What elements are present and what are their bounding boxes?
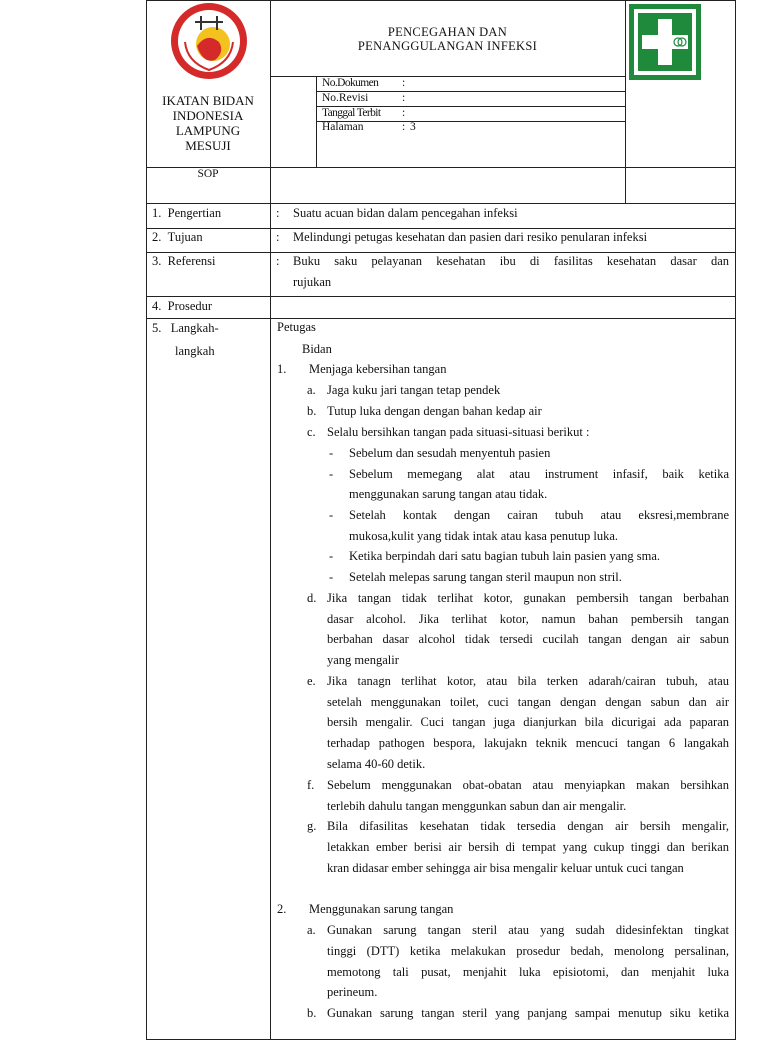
row-divider xyxy=(146,228,736,229)
step-title: Menjaga kebersihan tangan xyxy=(309,362,447,376)
row-label: Pengertian xyxy=(167,206,222,220)
row-sep: : xyxy=(276,230,280,244)
health-cross-logo xyxy=(628,3,702,81)
sop-label: SOP xyxy=(197,168,219,180)
item-text: Gunakan sarung tangan steril atau yang sudah didesinfektan tingkat xyxy=(327,923,729,937)
row-value: Buku saku pelayanan kesehatan ibu di fasilitas kesehatan dasar dan xyxy=(293,254,729,268)
row-num: 2. xyxy=(152,230,162,244)
item-text: kran didasar ember sehingga air bisa mengalir keluar untuk cuci tangan xyxy=(327,861,684,875)
meta-row-revisi xyxy=(322,92,622,106)
meta-row-tanggal xyxy=(322,107,622,121)
meta-label: No.Revisi xyxy=(322,92,369,104)
item-text: terlebih dahulu tangan menggunkan sabun dan air mengalir. xyxy=(327,799,627,813)
row-sep: : xyxy=(276,206,280,220)
document-title xyxy=(270,25,625,53)
row-tujuan xyxy=(152,230,203,245)
item-marker: f. xyxy=(307,778,315,792)
row-value: Melindungi petugas kesehatan dan pasien dari resiko penularan infeksi xyxy=(293,230,648,244)
row-label: Prosedur xyxy=(167,299,213,313)
item-marker: a. xyxy=(307,383,316,397)
row-label: langkah xyxy=(175,344,215,358)
item-text: Jika tangan tidak terlihat kotor, gunakan pembersih tangan berbahan xyxy=(327,591,729,605)
item-text: selama 40-60 detik. xyxy=(327,757,426,771)
bidan-label: Bidan xyxy=(302,342,332,356)
meta-sep: : xyxy=(402,107,406,119)
meta-row-dokumen xyxy=(322,77,622,91)
item-marker: a. xyxy=(307,923,316,937)
sub-item-text: Setelah kontak dengan cairan tubuh atau eksresi,membrane xyxy=(349,508,729,522)
item-text: Jaga kuku jari tangan tetap pendek xyxy=(327,383,501,397)
dash-marker: - xyxy=(329,508,334,522)
header-right-divider xyxy=(625,0,626,203)
dash-marker: - xyxy=(329,467,334,481)
green-cross-icon xyxy=(628,3,702,81)
dash-marker: - xyxy=(329,446,334,460)
row-value: Suatu acuan bidan dalam pencegahan infeksi xyxy=(293,206,518,220)
item-text: bersih mengalir. Cuci tangan juga dianjurkan bila dicurigai ada paparan xyxy=(327,715,729,729)
row-value: rujukan xyxy=(293,275,332,289)
dash-marker: - xyxy=(329,549,334,563)
sop-document xyxy=(146,0,736,1040)
item-marker: g. xyxy=(307,819,317,833)
item-text: Gunakan sarung tangan steril yang panjang sampai menutup siku ketika xyxy=(327,1006,729,1020)
item-marker: b. xyxy=(307,1006,317,1020)
sub-item-text: Sebelum dan sesudah menyentuh pasien xyxy=(349,446,551,460)
organization-name xyxy=(146,93,270,153)
org-line: LAMPUNG xyxy=(175,123,241,138)
sub-item-text: Ketika berpindah dari satu bagian tubuh lain pasien yang sma. xyxy=(349,549,661,563)
item-text: Sebelum menggunakan obat-obatan atau menyiapkan makan bersihkan xyxy=(327,778,729,792)
title-line: PENCEGAHAN DAN xyxy=(387,25,508,39)
petugas-label: Petugas xyxy=(277,320,316,334)
ibi-logo-icon xyxy=(167,2,251,80)
item-text: Tutup luka dengan dengan bahan kedap air xyxy=(327,404,542,418)
meta-sep: : xyxy=(402,121,406,133)
sub-item-text: Sebelum memegang alat atau instrument infasif, baik ketika xyxy=(349,467,729,481)
item-text: Bila difasilitas kesehatan tidak tersedia dengan air bersih mengalir, xyxy=(327,819,729,833)
meta-sep: : xyxy=(402,77,406,89)
row-num: 5. xyxy=(152,321,162,335)
item-marker: b. xyxy=(307,404,317,418)
item-text: dasar alcohol. Jika terlihat kotor, namun bahan pembersih tangan xyxy=(327,612,729,626)
item-text: berbahan dasar alcohol tidak tersedi cucilah tangan dengan air sabun xyxy=(327,632,729,646)
row-divider xyxy=(146,318,736,319)
row-label: Tujuan xyxy=(167,230,203,244)
step-number: 1. xyxy=(277,362,287,376)
row-sep: : xyxy=(276,254,280,268)
meta-label: Halaman xyxy=(322,121,364,133)
title-line: PENANGGULANGAN INFEKSI xyxy=(357,39,538,53)
item-text: yang mengalir xyxy=(327,653,399,667)
row-divider xyxy=(146,296,736,297)
item-marker: e. xyxy=(307,674,316,688)
item-text: perineum. xyxy=(327,985,378,999)
item-text: terhadap pathogen bespora, lakujakn teknik mencuci tangan 6 langakah xyxy=(327,736,729,750)
row-num: 1. xyxy=(152,206,162,220)
sub-item-text: mukosa,kulit yang tidak intak atau kasa penutup luka. xyxy=(349,529,619,543)
meta-label: Tanggal Terbit xyxy=(322,107,381,119)
dash-marker: - xyxy=(329,570,334,584)
row-num: 4. xyxy=(152,299,162,313)
meta-row-halaman xyxy=(322,121,622,135)
meta-sep: : xyxy=(402,92,406,104)
item-text: setelah menggunakan toilet, cuci tangan dengan dengan sabun dan air xyxy=(327,695,729,709)
row-divider xyxy=(146,203,736,204)
row-langkah xyxy=(152,321,219,336)
item-text: memotong tali pusat, menjahit luka episiotomi, dan menjahit luka xyxy=(327,965,729,979)
item-text: tinggi (DTT) ketika melakukan prosedur bedah, menolong persalinan, xyxy=(327,944,729,958)
item-marker: c. xyxy=(307,425,316,439)
row-prosedur xyxy=(152,299,212,314)
row-label: Referensi xyxy=(167,254,216,268)
org-line: IKATAN BIDAN xyxy=(162,93,254,108)
row-num: 3. xyxy=(152,254,162,268)
row-label: Langkah- xyxy=(170,321,219,335)
org-line: INDONESIA xyxy=(172,108,244,123)
row-referensi xyxy=(152,254,216,269)
meta-label: No.Dokumen xyxy=(322,77,379,89)
item-text: Selalu bersihkan tangan pada situasi-situasi berikut : xyxy=(327,425,590,439)
ibi-logo xyxy=(167,2,251,80)
item-marker: d. xyxy=(307,591,317,605)
meta-value: 3 xyxy=(410,121,416,133)
item-text: letakkan ember berisi air bersih di tempat yang cukup tinggi dan berikan xyxy=(327,840,729,854)
item-text: Jika tanagn terlihat kotor, atau bila terken adarah/cairan tubuh, atau xyxy=(327,674,729,688)
org-line: MESUJI xyxy=(185,138,231,153)
row-pengertian xyxy=(152,206,221,221)
step-title: Menggunakan sarung tangan xyxy=(309,902,454,916)
sub-item-text: Setelah melepas sarung tangan steril maupun non stril. xyxy=(349,570,622,584)
sub-item-text: menggunakan sarung tangan atau tidak. xyxy=(349,487,548,501)
column-divider xyxy=(270,0,271,1040)
step-number: 2. xyxy=(277,902,287,916)
